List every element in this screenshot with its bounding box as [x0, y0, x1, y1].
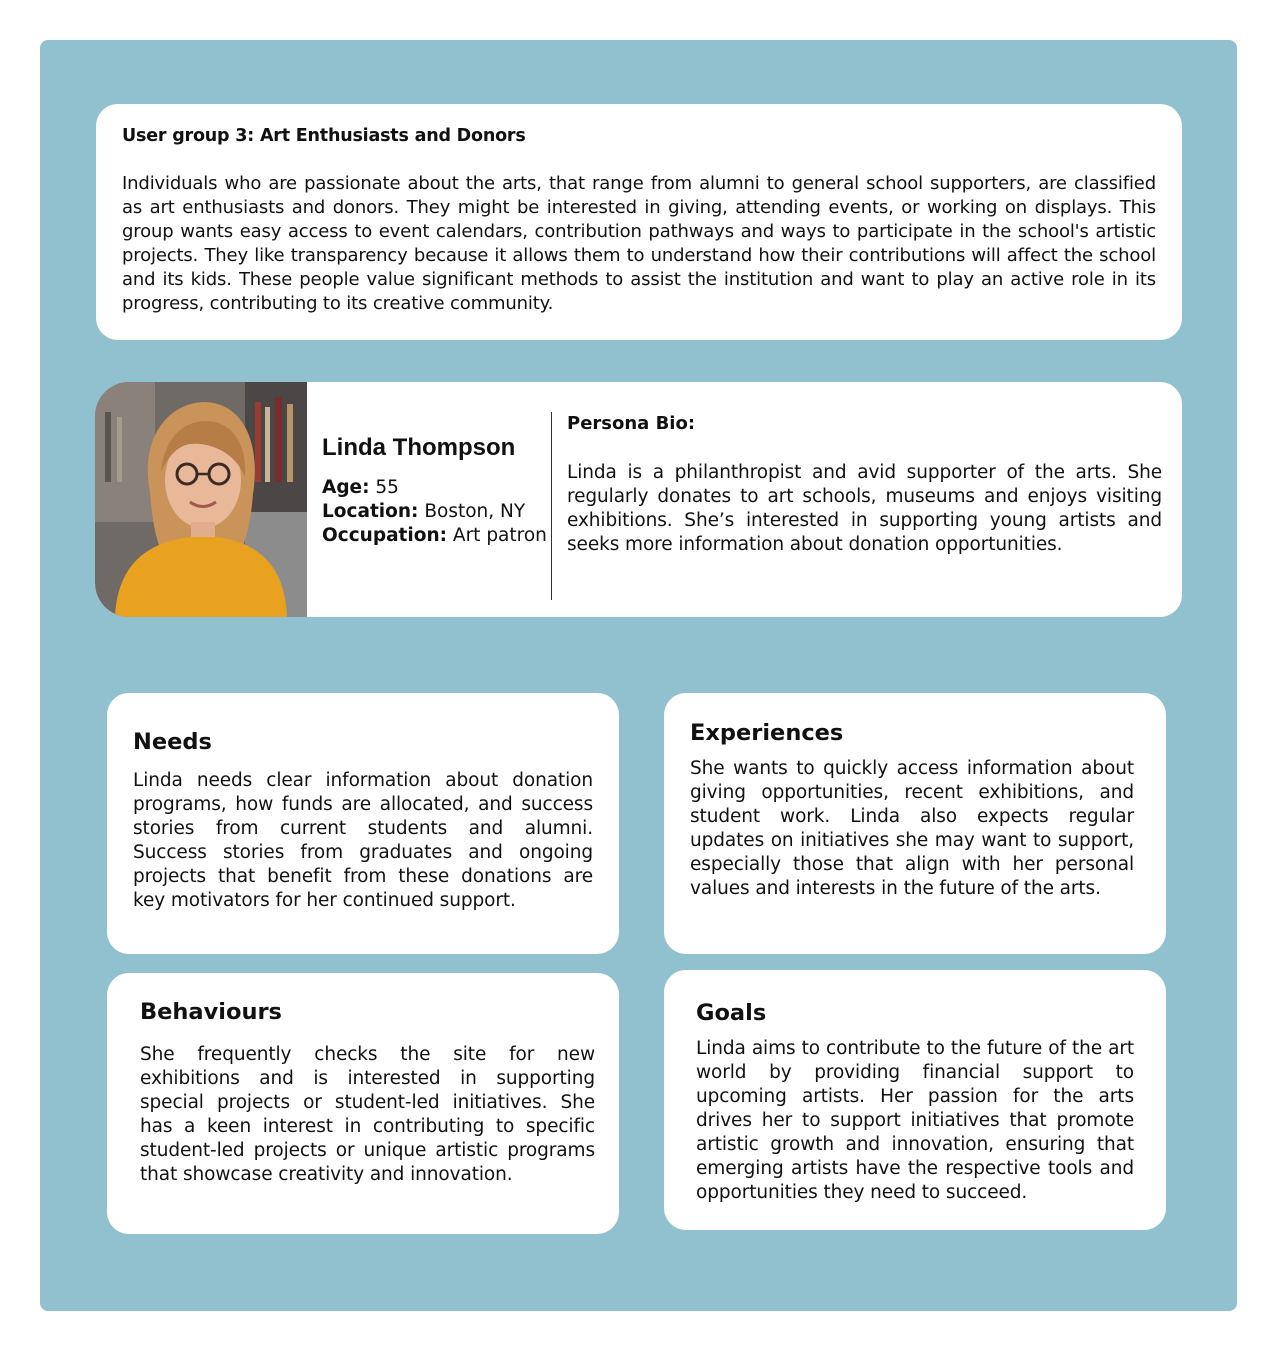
persona-bio-title: Persona Bio: [567, 413, 696, 434]
persona-occupation [322, 524, 547, 548]
location-value: Boston, NY [424, 501, 526, 522]
goals-card [664, 970, 1166, 1230]
persona-age [322, 476, 547, 500]
needs-card [107, 693, 619, 954]
needs-text: Linda needs clear information about donation programs, how funds are allocated, and success stories from current students and alumni. Success stories from graduates and ongoing projects that benefit from these donations are key motivators for her continued support. [133, 770, 593, 911]
persona-bio-text: Linda is a philanthropist and avid supporter of the arts. She regularly donates to art schools, museums and enjoys visiting exhibitions. She’s interested in supporting young artists and seeks more information about donation opportunities. [567, 462, 1162, 555]
occupation-label: Occupation: [322, 525, 448, 546]
persona-photo [95, 382, 307, 617]
goals-title: Goals [696, 1000, 767, 1026]
age-value: 55 [375, 477, 399, 498]
experiences-card [664, 693, 1166, 954]
persona-name: Linda Thompson [322, 434, 516, 461]
user-group-title: User group 3: Art Enthusiasts and Donors [122, 126, 526, 146]
location-label: Location: [322, 501, 419, 522]
age-label: Age: [322, 477, 370, 498]
goals-text: Linda aims to contribute to the future of the art world by providing financial support to upcoming artists. Her passion for the arts drives her to support initiatives that promote artistic growth and innovation, ensuring that emerging artists have the respective tools and opportunities they need to succeed. [696, 1038, 1134, 1203]
experiences-text: She wants to quickly access information about giving opportunities, recent exhibitions, and student work. Linda also expects regular updates on initiatives she may want to support, especially those that align with her personal values and interests in the future of the arts. [690, 758, 1134, 899]
occupation-value: Art patron [452, 525, 547, 546]
user-group-card [96, 104, 1182, 340]
persona-panel [40, 40, 1237, 1311]
persona-divider [551, 412, 552, 600]
persona-facts [322, 476, 547, 548]
persona-location [322, 500, 547, 524]
persona-card [95, 382, 1182, 617]
needs-title: Needs [133, 729, 212, 755]
behaviours-card [107, 973, 619, 1234]
experiences-title: Experiences [690, 720, 844, 746]
user-group-description: Individuals who are passionate about the arts, that range from alumni to general school supporters, are classified as art enthusiasts and donors. They might be interested in giving, attending events, or working on displays. This group wants easy access to event calendars, contribution pathways and ways to participate in the school's artistic projects. They like transparency because it allows them to understand how their contributions will affect the school and its kids. These people value significant methods to assist the institution and want to play an active role in its progress, contributing to its creative community. [122, 173, 1156, 314]
behaviours-text: She frequently checks the site for new exhibitions and is interested in supporting special projects or student-led initiatives. She has a keen interest in contributing to specific student-led projects or unique artistic programs that showcase creativity and innovation. [140, 1044, 595, 1185]
behaviours-title: Behaviours [140, 999, 282, 1025]
